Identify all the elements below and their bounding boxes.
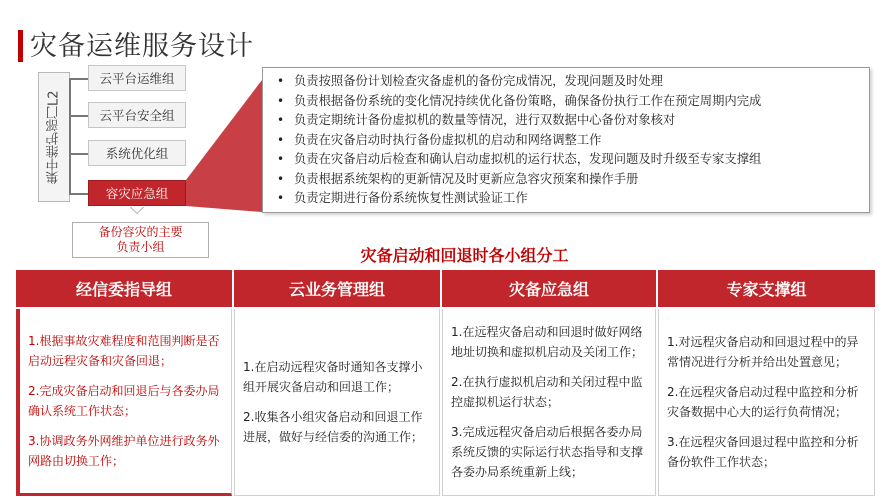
- team-cloud-ops: 云平台运维组: [88, 65, 186, 91]
- duty-item: • 负责根据系统架构的更新情况及时更新应急容灾预案和操作手册: [277, 170, 869, 190]
- org-bracket-tick: [69, 193, 88, 195]
- department-label: 集中维护部门L2: [46, 90, 62, 184]
- column-header: 经信委指导组: [16, 270, 232, 307]
- org-bracket-line: [69, 78, 90, 195]
- column-header: 云业务管理组: [234, 270, 440, 307]
- column-item: 3.在远程灾备回退过程中监控和分析备份软件工作状态；: [667, 435, 859, 469]
- column-item: 1.对远程灾备启动和回退过程中的异常情况进行分析并给出处置意见；: [667, 335, 859, 369]
- column-item: 3.完成远程灾备启动后根据各委办局系统反馈的实际运行状态指导和支撑各委办局系统重新上线；: [451, 425, 644, 479]
- column-header: 专家支撑组: [658, 270, 875, 307]
- column-item: 1.在远程灾备启动和回退时做好网络地址切换和虚拟机启动及关闭工作；: [451, 325, 644, 359]
- team-system-optimization: 系统优化组: [88, 140, 186, 166]
- duty-item: • 负责按照备份计划检查灾备虚机的备份完成情况，发现问题及时处理: [277, 72, 869, 92]
- duty-item: • 负责根据备份系统的变化情况持续优化备份策略，确保备份执行工作在预定周期内完成: [277, 92, 869, 112]
- column-item: 2.在执行虚拟机启动和关闭过程中监控虚拟机运行状态；: [451, 375, 643, 409]
- column-body: [234, 309, 440, 496]
- column-header: 灾备应急组: [442, 270, 656, 307]
- department-box: [38, 72, 70, 202]
- column-body: [658, 309, 875, 496]
- title-accent-bar: [18, 30, 23, 62]
- org-bracket-tick: [69, 115, 88, 117]
- column-item: 2.完成灾备启动和回退后与各委办局确认系统工作状态；: [28, 384, 220, 418]
- org-bracket-tick: [69, 153, 88, 155]
- section-subtitle: 灾备启动和回退时各小组分工: [360, 246, 569, 265]
- column-item: 1.在启动远程灾备时通知各支撑小组开展灾备启动和回退工作；: [243, 360, 423, 394]
- team-disaster-recovery: 容灾应急组: [88, 180, 186, 206]
- duty-item: • 负责在灾备启动后检查和确认启动虚拟机的运行状态，发现问题及时升级至专家支撑组: [277, 150, 869, 170]
- column-item: 2.收集各小组灾备启动和回退工作进展，做好与经信委的沟通工作；: [243, 410, 424, 444]
- team-cloud-security: 云平台安全组: [88, 102, 186, 128]
- column-item: 2.在远程灾备启动过程中监控和分析灾备数据中心大的运行负荷情况；: [667, 385, 859, 419]
- duty-item: • 负责在灾备启动时执行备份虚拟机的启动和网络调整工作: [277, 131, 869, 151]
- callout-line: 备份容灾的主要: [98, 225, 183, 239]
- org-bracket-tick: [69, 78, 88, 80]
- role-grid: [16, 270, 875, 496]
- column-item: 3.协调政务外网维护单位进行政务外网路由切换工作；: [28, 434, 220, 468]
- duty-item: • 负责定期进行备份系统恢复性测试验证工作: [277, 189, 869, 209]
- callout-line: 负责小组: [116, 240, 165, 254]
- duty-item: • 负责定期统计备份虚拟机的数量等情况，进行双数据中心备份对象核对: [277, 111, 869, 131]
- column-item: 1.根据事故灾难程度和范围判断是否启动远程灾备和灾备回退；: [28, 334, 220, 368]
- column-body: [442, 309, 656, 496]
- page-title: 灾备运维服务设计: [30, 31, 254, 62]
- column-body: [16, 309, 232, 496]
- duty-list-box: [262, 67, 870, 213]
